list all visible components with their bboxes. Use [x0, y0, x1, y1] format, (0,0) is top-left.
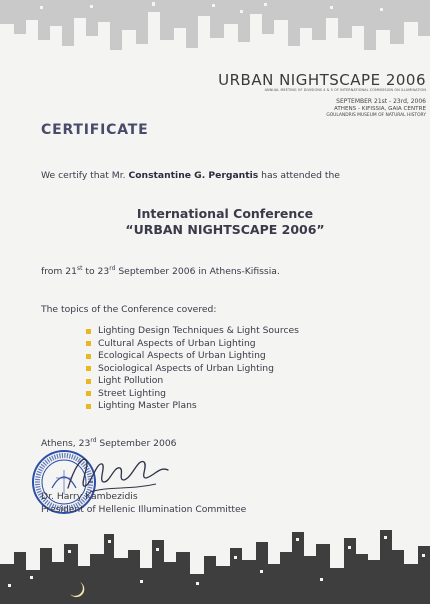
bullet-square-icon [86, 366, 91, 371]
header-date: SEPTEMBER 21st - 23rd, 2006 [336, 98, 426, 105]
list-item [86, 375, 299, 388]
topic-label: Cultural Aspects of Urban Lighting [98, 337, 256, 349]
bottom-skyline-graphic [0, 504, 430, 604]
list-item [86, 325, 299, 338]
header-subtitle: ANNUAL MEETING OF DIVISIONS 4 & 5 OF INTERNATIONAL COMMISSION ON ILLUMINATION [264, 88, 426, 92]
list-item [86, 388, 299, 401]
topic-label: Lighting Design Techniques & Light Sources [98, 325, 299, 336]
dates-sup-2: rd [109, 265, 116, 272]
topic-label: Sociological Aspects of Urban Lighting [98, 362, 274, 374]
bullet-square-icon [86, 391, 91, 396]
bullet-square-icon [86, 354, 91, 359]
certify-statement [41, 170, 340, 181]
dates-mid: to 23 [82, 266, 110, 277]
certify-prefix: We certify that Mr. [41, 170, 129, 181]
list-item [86, 400, 299, 413]
list-item [86, 363, 299, 376]
conference-line-1: International Conference [136, 206, 314, 221]
conference-dates [41, 265, 280, 277]
topics-intro: The topics of the Conference covered: [41, 304, 217, 315]
header-venue: ATHENS - KIFISSIA, GAIA CENTRE [333, 106, 426, 112]
bullet-square-icon [86, 379, 91, 384]
bullet-square-icon [86, 329, 91, 334]
top-skyline-graphic [0, 0, 430, 72]
certify-suffix: has attended the [258, 170, 340, 181]
header-title: URBAN NIGHTSCAPE 2006 [218, 71, 426, 89]
list-item [86, 350, 299, 363]
dates-prefix: from 21 [41, 266, 77, 277]
conference-line-2: “URBAN NIGHTSCAPE 2006” [125, 222, 325, 237]
topic-label: Ecological Aspects of Urban Lighting [98, 350, 266, 361]
topic-label: Light Pollution [98, 375, 164, 386]
list-item [86, 338, 299, 351]
bullet-square-icon [86, 404, 91, 409]
attendee-name: Constantine G. Pergantis [128, 170, 259, 181]
signer-title: President of Hellenic Illumination Committee [41, 504, 247, 515]
dates-sup-1: st [77, 265, 83, 272]
topics-list [86, 325, 299, 413]
dates-suffix: September 2006 in Athens-Kifissia. [115, 266, 280, 277]
place-suffix: September 2006 [96, 438, 177, 449]
topic-label: Lighting Master Plans [98, 400, 197, 411]
bullet-square-icon [86, 341, 91, 346]
signer-name: Dr. Harry Kambezidis [41, 491, 138, 502]
place-prefix: Athens, 23 [41, 438, 91, 449]
place-sup: rd [90, 437, 97, 444]
certificate-heading: CERTIFICATE [41, 122, 149, 138]
header-museum: GOULANDRIS MUSEUM OF NATURAL HISTORY [326, 113, 426, 118]
topic-label: Street Lighting [98, 387, 166, 399]
